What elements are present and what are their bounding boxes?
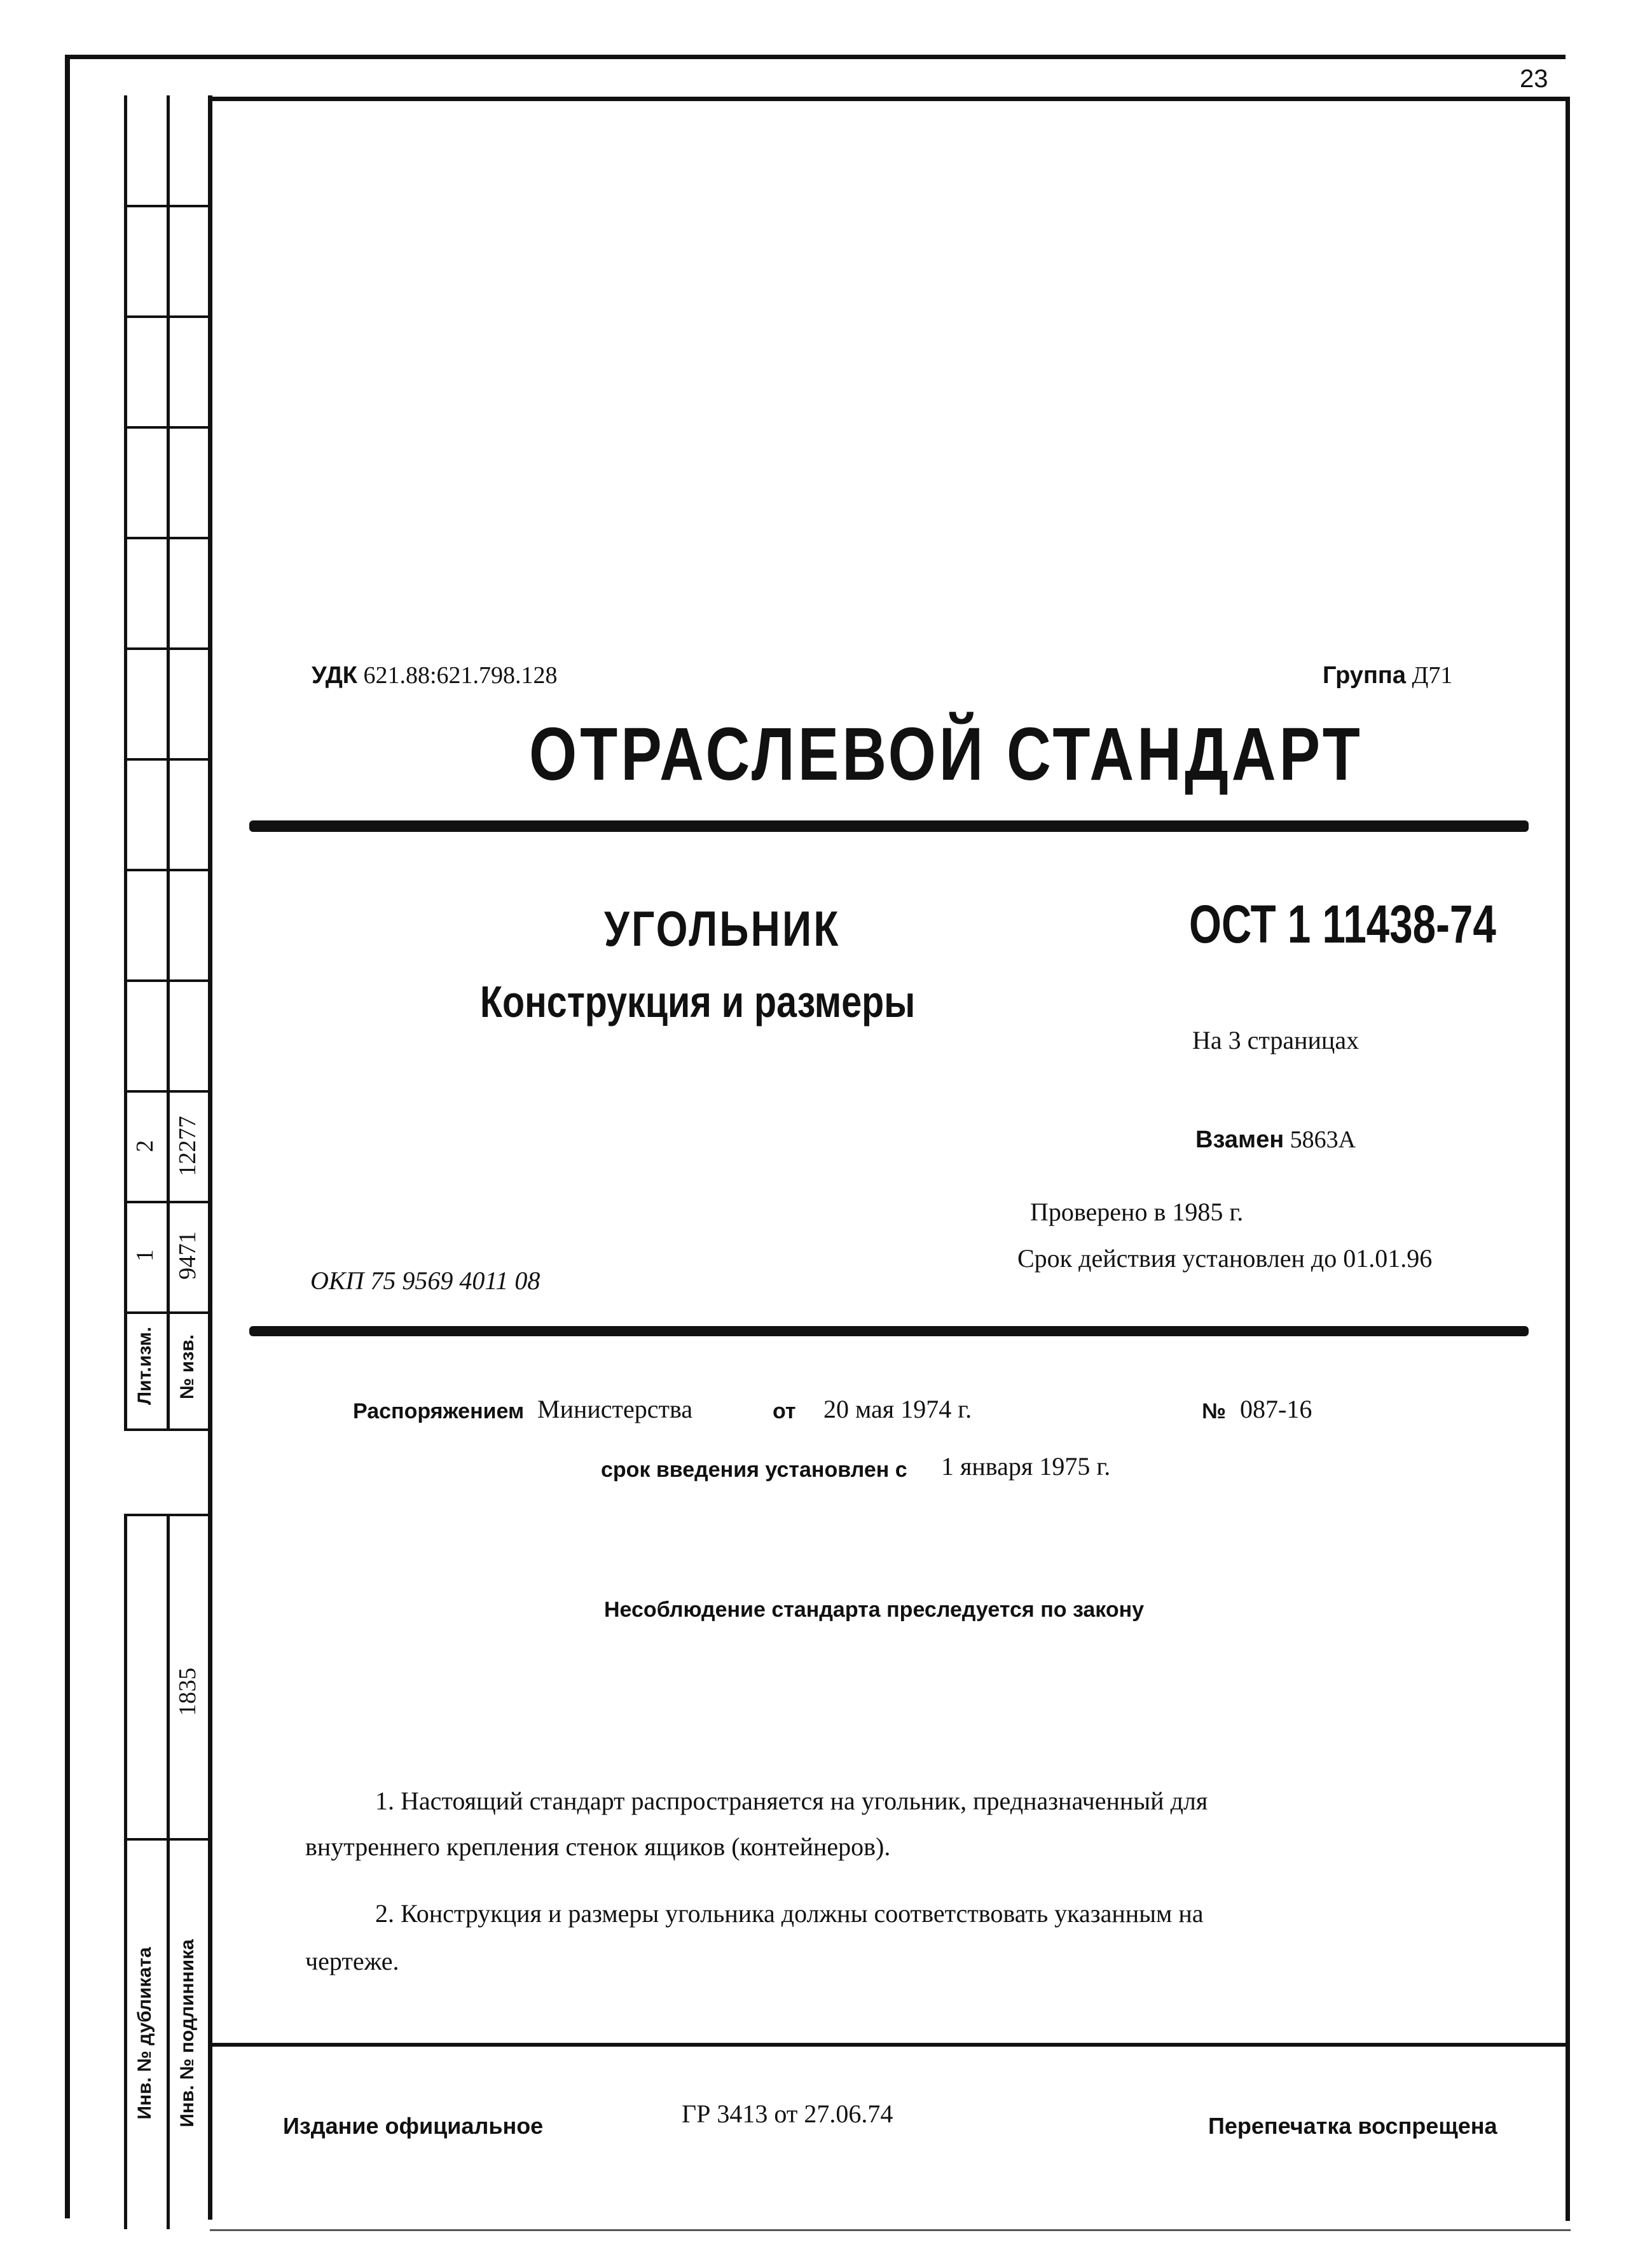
standard-number: ОСТ 1 11438-74 (1189, 894, 1496, 954)
side-inv-2: 12277 (174, 1116, 201, 1177)
side-lit-label: Лит.изм. (134, 1326, 155, 1405)
side-row-divider (124, 1090, 210, 1093)
side-row-divider (124, 979, 210, 982)
side-lit-1: 1 (132, 1249, 158, 1262)
paragraph-1-line-2: внутреннего крепления стенок ящиков (контейнеров). (305, 1832, 891, 1861)
order-from-label: от (773, 1399, 796, 1423)
side-column-mid-line (167, 95, 170, 1431)
okp-code: ОКП 75 9569 4011 08 (310, 1266, 540, 1295)
frame-inner-top-line (208, 97, 1570, 101)
frame-inner-right-line (1566, 97, 1570, 2221)
legal-warning: Несоблюдение стандарта преследуется по закону (604, 1598, 1145, 1622)
side-inv-1: 9471 (174, 1231, 201, 1280)
replaces-value: 5863А (1290, 1126, 1356, 1153)
udk-value: 621.88:621.798.128 (363, 662, 558, 689)
frame-inner-left-line (208, 95, 212, 2220)
side-row-divider (124, 426, 210, 429)
subject-rule (249, 1326, 1529, 1336)
side-row-divider (124, 1311, 210, 1314)
frame-top-line (65, 55, 1566, 59)
paragraph-1-line-1: 1. Настоящий стандарт распространяется на угольник, предназначенный для (375, 1787, 1208, 1815)
side-row-divider (124, 537, 210, 539)
udk-line (312, 661, 558, 689)
side-row-divider (124, 758, 210, 761)
page-number: 23 (1520, 65, 1548, 93)
udk-label: УДК (312, 662, 357, 689)
page-base-line (210, 2229, 1571, 2231)
effective-label: срок введения установлен с (601, 1458, 907, 1482)
side-column-right-line (124, 1514, 127, 2229)
replaces-label: Взамен (1195, 1126, 1284, 1153)
side-inv-label: № изв. (177, 1334, 198, 1399)
side-row-divider (124, 1428, 210, 1431)
side-column-left-line (124, 95, 127, 1431)
side-row-divider (124, 869, 210, 871)
order-number-label: № (1202, 1399, 1226, 1423)
subject-subtitle: Конструкция и размеры (480, 977, 916, 1027)
footer-separator-line (208, 2043, 1570, 2047)
paragraph-2-line-2: чертеже. (305, 1947, 399, 1975)
order-label: Распоряжением (353, 1399, 525, 1423)
footer-reprint-prohibited: Перепечатка воспрещена (1208, 2113, 1497, 2139)
title-rule (249, 820, 1529, 832)
side-row-divider (124, 205, 210, 207)
document-title: ОТРАСЛЕВОЙ СТАНДАРТ (529, 712, 1363, 796)
replaces-line (1195, 1126, 1356, 1154)
side-dup-label: Инв. № дубликата (134, 1947, 155, 2120)
validity-date: Срок действия установлен до 01.01.96 (1017, 1244, 1433, 1273)
side-column-mid-line-lower (167, 1514, 170, 2229)
footer-official-edition: Издание официальное (283, 2113, 544, 2139)
group-line (1323, 661, 1452, 689)
effective-date: 1 января 1975 г. (941, 1452, 1111, 1481)
side-row-divider (124, 1838, 210, 1841)
frame-left-line (65, 56, 70, 2218)
side-row-divider (124, 1514, 210, 1516)
order-ministry: Министерства (537, 1395, 693, 1423)
side-orig-label: Инв. № подлинника (177, 1939, 198, 2127)
order-date: 20 мая 1974 г. (823, 1395, 972, 1423)
group-value: Д71 (1412, 662, 1453, 689)
paragraph-2-line-1: 2. Конструкция и размеры угольника должны соответствовать указанным на (375, 1899, 1204, 1928)
order-number: 087-16 (1240, 1395, 1312, 1423)
side-row-divider (124, 315, 210, 318)
footer-registration: ГР 3413 от 27.06.74 (682, 2099, 893, 2128)
subject-name: УГОЛЬНИК (604, 901, 841, 957)
side-row-divider (124, 1201, 210, 1203)
checked-year: Проверено в 1985 г. (1030, 1198, 1244, 1226)
group-label: Группа (1323, 662, 1406, 689)
side-orig-value: 1835 (174, 1668, 201, 1716)
side-row-divider (124, 647, 210, 650)
side-lit-2: 2 (132, 1140, 158, 1152)
pages-count: На 3 страницах (1192, 1026, 1359, 1054)
